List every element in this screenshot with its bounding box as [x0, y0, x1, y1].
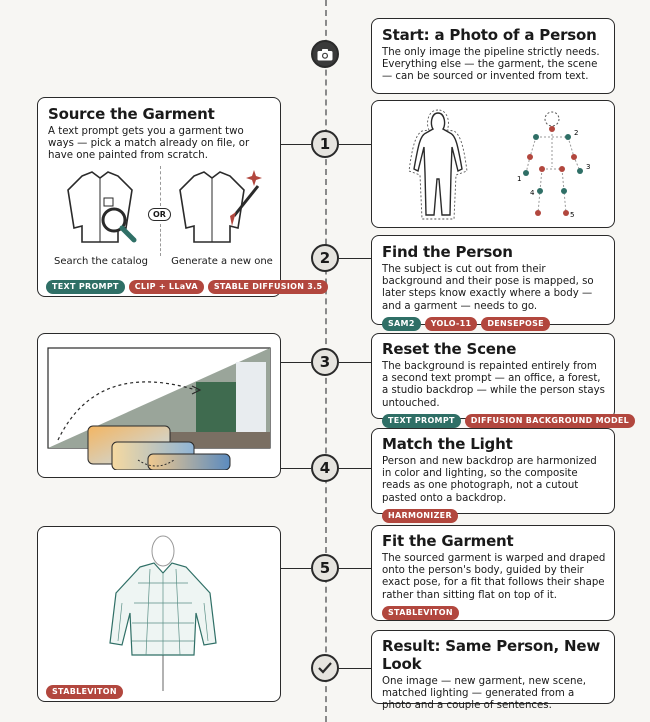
step-node-2: 2: [311, 244, 339, 272]
tag-diffusion-background: DIFFUSION BACKGROUND MODEL: [465, 414, 635, 428]
pose-label-4: 4: [530, 189, 535, 197]
find-title: Find the Person: [382, 243, 513, 261]
start-title: Start: a Photo of a Person: [382, 26, 597, 44]
tag-densepose: DENSEPOSE: [481, 317, 550, 331]
tag-stableviton: STABLEVITON: [382, 606, 459, 620]
pose-label-2: 2: [574, 129, 579, 137]
garment-image-card: [37, 526, 281, 702]
connector: [281, 468, 311, 469]
fit-title: Fit the Garment: [382, 532, 514, 550]
step-node-3: 3: [311, 348, 339, 376]
fit-garment-card: [371, 525, 615, 621]
search-catalog-label: Search the catalog: [53, 256, 149, 267]
generate-shirt-icon: [172, 166, 272, 246]
result-desc: One image — new garment, new scene, matched lighting — generated from a photo and a couple of sentences.: [382, 676, 586, 712]
step-node-5: 5: [311, 554, 339, 582]
scene-transition-image: [46, 342, 274, 470]
person-silhouette-image: [398, 109, 478, 221]
step-node-1: 1: [311, 130, 339, 158]
tag-harmonizer: HARMONIZER: [382, 509, 458, 523]
or-divider-line-top: [160, 166, 161, 206]
light-title: Match the Light: [382, 435, 513, 453]
camera-icon: [317, 48, 333, 61]
check-icon: [318, 662, 332, 674]
connector: [339, 144, 371, 145]
start-desc: The only image the pipeline strictly needs. Everything else — the garment, the scene — can be sourced or invented from text.: [382, 47, 600, 83]
match-light-card: [371, 428, 615, 520]
result-node: [311, 654, 339, 682]
step-node-4: 4: [311, 454, 339, 482]
start-node: [311, 40, 339, 68]
tag-sam2: SAM2: [382, 317, 421, 331]
reset-desc: The background is repainted entirely from a second text prompt — an office, a forest, a studio backdrop — while the person stays untouched.: [382, 361, 605, 409]
draped-garment-image: [98, 533, 228, 693]
reset-title: Reset the Scene: [382, 340, 517, 358]
pose-label-3: 3: [586, 163, 591, 171]
tag-stableviton-image: STABLEVITON: [46, 685, 123, 699]
light-desc: Person and new backdrop are harmonized in color and lighting, so the composite reads as one photograph, not a cutout pasted onto a backdrop.: [382, 456, 597, 504]
connector: [339, 468, 371, 469]
or-divider-line-bottom: [160, 224, 161, 256]
reset-scene-card: [371, 333, 630, 425]
find-person-card: [371, 235, 615, 328]
connector: [281, 144, 311, 145]
tag-stable-diffusion: STABLE DIFFUSION 3.5: [208, 280, 328, 294]
result-title: Result: Same Person, New Look: [382, 637, 600, 673]
connector: [281, 362, 311, 363]
source-desc: A text prompt gets you a garment two ways — pick a match already on file, or have one painted from scratch.: [48, 126, 250, 162]
pose-label-5: 5: [570, 211, 575, 219]
connector: [281, 568, 311, 569]
source-garment-card: [37, 97, 323, 297]
connector: [339, 568, 371, 569]
pose-label-1: 1: [517, 175, 522, 183]
tag-text-prompt-2: TEXT PROMPT: [382, 414, 461, 428]
source-title: Source the Garment: [48, 105, 215, 123]
tag-yolo: YOLO-11: [425, 317, 478, 331]
connector: [339, 362, 371, 363]
catalog-shirt-icon: [52, 168, 150, 246]
scene-image-card: [37, 333, 281, 478]
find-desc: The subject is cut out from their background and their pose is mapped, so later steps know exactly where a body — and a garment — needs to go.: [382, 264, 594, 312]
tag-text-prompt: TEXT PROMPT: [46, 280, 125, 294]
result-card: [371, 630, 615, 712]
start-card: [371, 18, 615, 94]
connector: [339, 668, 371, 669]
pose-image-card: [371, 100, 615, 228]
tag-clip-llava: CLIP + LLaVA: [129, 280, 204, 294]
generate-new-label: Generate a new one: [171, 256, 273, 267]
pose-keypoints-image: [512, 107, 602, 223]
fit-desc: The sourced garment is warped and draped onto the person's body, guided by their exact pose, for a fit that follows their shape rather than sitting flat on top of it.: [382, 553, 606, 601]
or-label: OR: [148, 208, 171, 221]
connector: [339, 258, 371, 259]
